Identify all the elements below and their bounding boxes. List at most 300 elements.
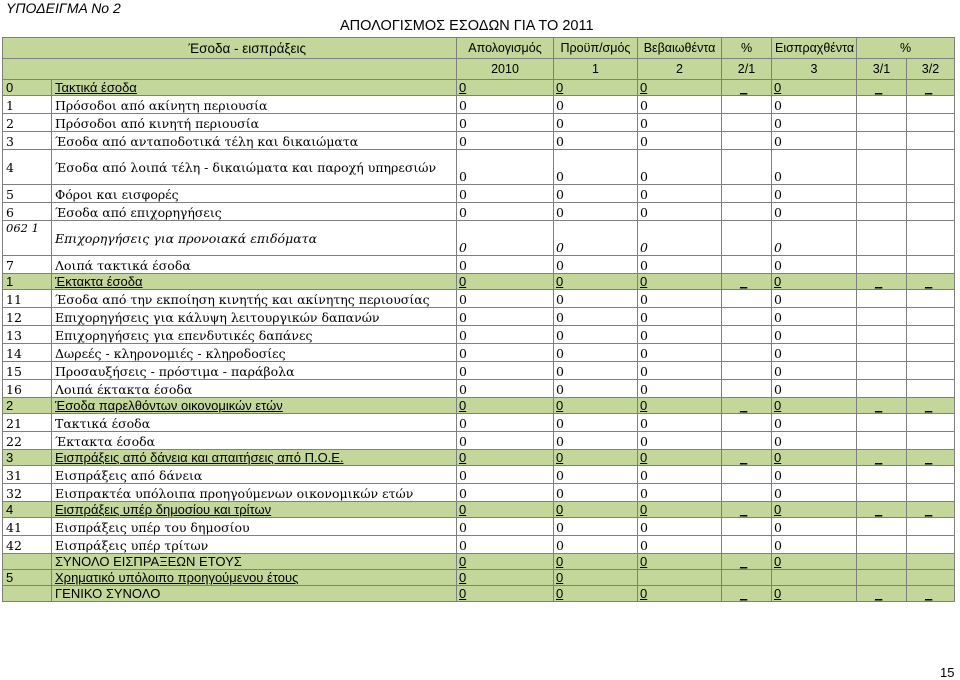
table-row: [3, 502, 955, 518]
value-certified: 0: [638, 362, 722, 380]
pct-2-1: [722, 326, 772, 344]
value-certified: 0: [638, 344, 722, 362]
value-collected: 0: [772, 432, 857, 450]
value-certified: 0: [638, 432, 722, 450]
value-budget: 0: [554, 450, 638, 466]
row-label: Τακτικά έσοδα: [52, 414, 457, 432]
row-code: 5: [3, 570, 52, 586]
value-certified: 0: [638, 518, 722, 536]
row-label: Τακτικά έσοδα: [52, 80, 457, 96]
pct-3-2: [907, 132, 955, 150]
pct-3-2: _: [907, 502, 955, 518]
pct-2-1: [722, 221, 772, 256]
value-budget: 0: [554, 326, 638, 344]
pct-3-2: [907, 96, 955, 114]
pct-3-2: [907, 150, 955, 185]
row-code: 7: [3, 256, 52, 274]
row-label: Εισπράξεις υπέρ τρίτων: [52, 536, 457, 554]
value-collected: 0: [772, 414, 857, 432]
pct-2-1: _: [722, 554, 772, 570]
value-budget: 0: [554, 256, 638, 274]
row-label: Έσοδα από την εκποίηση κινητής και ακίνητης περιουσίας: [52, 290, 457, 308]
table-row: [3, 96, 955, 114]
header-certified: Βεβαιωθέντα: [638, 38, 722, 59]
pct-3-2: [907, 362, 955, 380]
table-row: [3, 203, 955, 221]
value-actual: 0: [457, 203, 554, 221]
table-row: [3, 466, 955, 484]
row-label: Έσοδα παρελθόντων οικονομικών ετών: [52, 398, 457, 414]
revenue-table: [2, 37, 955, 602]
pct-3-1: [857, 114, 907, 132]
pct-3-1: [857, 554, 907, 570]
table-row: [3, 398, 955, 414]
value-certified: 0: [638, 380, 722, 398]
pct-3-2: [907, 221, 955, 256]
pct-2-1: _: [722, 450, 772, 466]
table-row: [3, 432, 955, 450]
value-actual: 0: [457, 536, 554, 554]
row-code: 31: [3, 466, 52, 484]
row-label: Έσοδα από ανταποδοτικά τέλη και δικαιώματα: [52, 132, 457, 150]
value-certified: 0: [638, 398, 722, 414]
row-label: Πρόσοδοι από ακίνητη περιουσία: [52, 96, 457, 114]
pct-3-1: [857, 380, 907, 398]
row-label: Εισπράξεις υπέρ δημοσίου και τρίτων: [52, 502, 457, 518]
pct-3-2: [907, 203, 955, 221]
value-certified: 0: [638, 96, 722, 114]
row-code: 1: [3, 274, 52, 290]
value-budget: 0: [554, 132, 638, 150]
pct-2-1: [722, 203, 772, 221]
table-row: [3, 80, 955, 96]
value-actual: 0: [457, 380, 554, 398]
value-actual: 0: [457, 344, 554, 362]
table-row: [3, 414, 955, 432]
table-row: [3, 518, 955, 536]
header-row-numbers: [3, 59, 955, 80]
pct-3-1: [857, 132, 907, 150]
pct-3-2: _: [907, 274, 955, 290]
value-actual: 0: [457, 326, 554, 344]
pct-3-1: _: [857, 80, 907, 96]
value-budget: 0: [554, 586, 638, 602]
header-row-labels: [3, 38, 955, 59]
value-collected: 0: [772, 326, 857, 344]
table-row: [3, 326, 955, 344]
pct-3-2: [907, 570, 955, 586]
value-certified: 0: [638, 450, 722, 466]
row-label: Λοιπά έκτακτα έσοδα: [52, 380, 457, 398]
value-budget: 0: [554, 96, 638, 114]
pct-2-1: [722, 536, 772, 554]
row-code: 13: [3, 326, 52, 344]
value-budget: 0: [554, 414, 638, 432]
pct-3-2: [907, 326, 955, 344]
value-actual: 0: [457, 308, 554, 326]
pct-3-1: [857, 518, 907, 536]
value-actual: 0: [457, 185, 554, 203]
pct-2-1: [722, 96, 772, 114]
value-budget: 0: [554, 80, 638, 96]
pct-2-1: [722, 570, 772, 586]
pct-2-1: [722, 185, 772, 203]
row-code: 2: [3, 114, 52, 132]
value-budget: 0: [554, 570, 638, 586]
value-certified: 0: [638, 554, 722, 570]
row-code: 22: [3, 432, 52, 450]
pct-2-1: [722, 256, 772, 274]
table-row: [3, 344, 955, 362]
value-collected: 0: [772, 466, 857, 484]
value-collected: 0: [772, 96, 857, 114]
table-row: [3, 536, 955, 554]
header-actual: Απολογισμός: [457, 38, 554, 59]
row-code: 12: [3, 308, 52, 326]
value-budget: 0: [554, 484, 638, 502]
value-certified: [638, 570, 722, 586]
value-collected: 0: [772, 518, 857, 536]
value-certified: 0: [638, 326, 722, 344]
pct-3-1: [857, 326, 907, 344]
value-actual: 0: [457, 554, 554, 570]
row-code: 2: [3, 398, 52, 414]
value-collected: 0: [772, 80, 857, 96]
value-budget: 0: [554, 203, 638, 221]
value-collected: 0: [772, 290, 857, 308]
row-label: Φόροι και εισφορές: [52, 185, 457, 203]
value-collected: 0: [772, 150, 857, 185]
table-row: [3, 114, 955, 132]
pct-2-1: [722, 132, 772, 150]
pct-2-1: [722, 484, 772, 502]
row-code: 32: [3, 484, 52, 502]
value-certified: 0: [638, 150, 722, 185]
pct-2-1: _: [722, 80, 772, 96]
pct-3-1: [857, 466, 907, 484]
pct-3-1: [857, 290, 907, 308]
value-certified: 0: [638, 203, 722, 221]
pct-3-1: _: [857, 586, 907, 602]
value-budget: 0: [554, 221, 638, 256]
value-collected: 0: [772, 114, 857, 132]
row-code: 4: [3, 150, 52, 185]
pct-3-1: _: [857, 274, 907, 290]
value-actual: 0: [457, 274, 554, 290]
value-budget: 0: [554, 380, 638, 398]
value-certified: 0: [638, 308, 722, 326]
pct-2-1: _: [722, 586, 772, 602]
value-budget: 0: [554, 502, 638, 518]
table-row: [3, 150, 955, 185]
value-collected: 0: [772, 380, 857, 398]
pct-3-1: _: [857, 502, 907, 518]
value-actual: 0: [457, 502, 554, 518]
header-budget: Προϋπ/σμός: [554, 38, 638, 59]
value-budget: 0: [554, 185, 638, 203]
value-certified: 0: [638, 484, 722, 502]
value-collected: 0: [772, 344, 857, 362]
pct-2-1: [722, 414, 772, 432]
value-actual: 0: [457, 96, 554, 114]
row-label: ΓΕΝΙΚΟ ΣΥΝΟΛΟ: [52, 586, 457, 602]
row-label: Εισπρακτέα υπόλοιπα προηγούμενων οικονομικών ετών: [52, 484, 457, 502]
value-actual: 0: [457, 132, 554, 150]
row-code: 4: [3, 502, 52, 518]
pct-3-1: [857, 221, 907, 256]
row-code: 3: [3, 132, 52, 150]
pct-3-2: [907, 518, 955, 536]
value-budget: 0: [554, 398, 638, 414]
value-budget: 0: [554, 536, 638, 554]
value-collected: 0: [772, 554, 857, 570]
value-actual: 0: [457, 114, 554, 132]
value-collected: 0: [772, 274, 857, 290]
value-collected: 0: [772, 132, 857, 150]
value-actual: 0: [457, 256, 554, 274]
value-actual: 0: [457, 586, 554, 602]
value-actual: 0: [457, 150, 554, 185]
value-certified: 0: [638, 221, 722, 256]
value-collected: [772, 570, 857, 586]
pct-3-2: [907, 554, 955, 570]
row-code: 11: [3, 290, 52, 308]
value-collected: 0: [772, 502, 857, 518]
header-pct-2: %: [857, 38, 955, 59]
row-label: Επιχορηγήσεις για κάλυψη λειτουργικών δαπανών: [52, 308, 457, 326]
pct-3-1: [857, 185, 907, 203]
value-collected: 0: [772, 398, 857, 414]
value-certified: 0: [638, 274, 722, 290]
pct-2-1: [722, 344, 772, 362]
value-collected: 0: [772, 256, 857, 274]
pct-3-1: [857, 432, 907, 450]
value-budget: 0: [554, 362, 638, 380]
pct-3-1: _: [857, 450, 907, 466]
pct-3-2: [907, 344, 955, 362]
pct-2-1: [722, 150, 772, 185]
pct-3-1: [857, 536, 907, 554]
pct-3-2: _: [907, 398, 955, 414]
value-certified: 0: [638, 414, 722, 432]
header-col-1: 1: [554, 59, 638, 80]
row-code: 6: [3, 203, 52, 221]
row-code: [3, 554, 52, 570]
pct-3-1: [857, 308, 907, 326]
header-blank: [3, 59, 457, 80]
pct-3-1: [857, 414, 907, 432]
row-code: 14: [3, 344, 52, 362]
pct-3-1: _: [857, 398, 907, 414]
value-actual: 0: [457, 450, 554, 466]
pct-2-1: [722, 432, 772, 450]
pct-2-1: [722, 114, 772, 132]
value-collected: 0: [772, 484, 857, 502]
value-certified: 0: [638, 80, 722, 96]
row-code: 41: [3, 518, 52, 536]
pct-2-1: [722, 518, 772, 536]
header-ratio-2-1: 2/1: [722, 59, 772, 80]
row-code: [3, 586, 52, 602]
pct-2-1: [722, 290, 772, 308]
value-certified: 0: [638, 185, 722, 203]
row-label: Έκτακτα έσοδα: [52, 274, 457, 290]
value-budget: 0: [554, 344, 638, 362]
value-actual: 0: [457, 290, 554, 308]
pct-3-2: [907, 432, 955, 450]
header-ratio-3-1: 3/1: [857, 59, 907, 80]
value-actual: 0: [457, 518, 554, 536]
example-title: ΥΠΟΔΕΙΓΜΑ Νο 2: [6, 0, 121, 16]
row-code: 062 1: [3, 221, 52, 256]
value-collected: 0: [772, 362, 857, 380]
row-code: 0: [3, 80, 52, 96]
value-actual: 0: [457, 398, 554, 414]
value-certified: 0: [638, 132, 722, 150]
value-actual: 0: [457, 414, 554, 432]
value-collected: 0: [772, 221, 857, 256]
row-code: 42: [3, 536, 52, 554]
header-col-2: 2: [638, 59, 722, 80]
row-label: Έσοδα από επιχορηγήσεις: [52, 203, 457, 221]
row-code: 15: [3, 362, 52, 380]
value-actual: 0: [457, 484, 554, 502]
table-row: [3, 362, 955, 380]
pct-3-1: [857, 150, 907, 185]
table-row: [3, 586, 955, 602]
pct-3-2: [907, 114, 955, 132]
row-label: Εισπράξεις υπέρ του δημοσίου: [52, 518, 457, 536]
row-label: Λοιπά τακτικά έσοδα: [52, 256, 457, 274]
table-row: [3, 185, 955, 203]
value-collected: 0: [772, 450, 857, 466]
pct-3-1: [857, 570, 907, 586]
header-collected: Εισπραχθέντα: [772, 38, 857, 59]
table-row: [3, 484, 955, 502]
header-col-3: 3: [772, 59, 857, 80]
value-actual: 0: [457, 570, 554, 586]
pct-2-1: _: [722, 502, 772, 518]
value-actual: 0: [457, 362, 554, 380]
pct-2-1: [722, 466, 772, 484]
value-budget: 0: [554, 518, 638, 536]
table-row: [3, 132, 955, 150]
row-label: Έσοδα από λοιπά τέλη - δικαιώματα και παροχή υπηρεσιών: [52, 150, 457, 185]
pct-3-2: [907, 185, 955, 203]
row-label: Χρηματικό υπόλοιπο προηγούμενου έτους: [52, 570, 457, 586]
pct-3-2: [907, 484, 955, 502]
row-label: Πρόσοδοι από κινητή περιουσία: [52, 114, 457, 132]
pct-3-2: [907, 466, 955, 484]
pct-3-2: _: [907, 450, 955, 466]
table-row: [3, 380, 955, 398]
value-collected: 0: [772, 586, 857, 602]
pct-3-2: [907, 308, 955, 326]
value-actual: 0: [457, 80, 554, 96]
page-number: 15: [940, 665, 955, 680]
row-label: Εισπράξεις από δάνεια: [52, 466, 457, 484]
row-label: Έκτακτα έσοδα: [52, 432, 457, 450]
value-budget: 0: [554, 150, 638, 185]
value-budget: 0: [554, 114, 638, 132]
pct-3-2: [907, 414, 955, 432]
table-row: [3, 570, 955, 586]
row-code: 21: [3, 414, 52, 432]
table-row: [3, 554, 955, 570]
value-certified: 0: [638, 536, 722, 554]
pct-2-1: _: [722, 274, 772, 290]
table-row: [3, 256, 955, 274]
pct-3-2: [907, 536, 955, 554]
value-certified: 0: [638, 114, 722, 132]
value-actual: 0: [457, 432, 554, 450]
value-collected: 0: [772, 203, 857, 221]
row-label: ΣΥΝΟΛΟ ΕΙΣΠΡΑΞΕΩΝ ΕΤΟΥΣ: [52, 554, 457, 570]
row-code: 5: [3, 185, 52, 203]
header-pct-1: %: [722, 38, 772, 59]
value-budget: 0: [554, 466, 638, 484]
value-budget: 0: [554, 290, 638, 308]
table-row: [3, 308, 955, 326]
value-certified: 0: [638, 466, 722, 484]
table-row: [3, 450, 955, 466]
value-actual: 0: [457, 221, 554, 256]
pct-3-1: [857, 344, 907, 362]
value-certified: 0: [638, 256, 722, 274]
table-row: [3, 221, 955, 256]
value-collected: 0: [772, 536, 857, 554]
pct-3-2: [907, 256, 955, 274]
table-row: [3, 290, 955, 308]
pct-3-2: [907, 290, 955, 308]
pct-3-2: _: [907, 80, 955, 96]
value-actual: 0: [457, 466, 554, 484]
header-year: 2010: [457, 59, 554, 80]
pct-2-1: [722, 308, 772, 326]
pct-3-1: [857, 96, 907, 114]
row-label: Επιχορηγήσεις για προνοιακά επιδόματα: [52, 221, 457, 256]
row-code: 3: [3, 450, 52, 466]
pct-3-1: [857, 484, 907, 502]
row-label: Επιχορηγήσεις για επενδυτικές δαπάνες: [52, 326, 457, 344]
value-certified: 0: [638, 502, 722, 518]
pct-2-1: [722, 362, 772, 380]
row-label: Εισπράξεις από δάνεια και απαιτήσεις από Π.Ο.Ε.: [52, 450, 457, 466]
value-collected: 0: [772, 185, 857, 203]
pct-2-1: [722, 380, 772, 398]
value-budget: 0: [554, 554, 638, 570]
pct-3-2: [907, 380, 955, 398]
value-certified: 0: [638, 586, 722, 602]
value-budget: 0: [554, 432, 638, 450]
value-budget: 0: [554, 274, 638, 290]
pct-3-1: [857, 362, 907, 380]
row-label: Προσαυξήσεις - πρόστιμα - παράβολα: [52, 362, 457, 380]
document-title: ΑΠΟΛΟΓΙΣΜΟΣ ΕΣΟΔΩΝ ΓΙΑ ΤΟ 2011: [340, 18, 594, 34]
pct-2-1: _: [722, 398, 772, 414]
value-collected: 0: [772, 308, 857, 326]
header-ratio-3-2: 3/2: [907, 59, 955, 80]
pct-3-1: [857, 256, 907, 274]
header-description: Έσοδα - εισπράξεις: [3, 38, 457, 59]
row-code: 16: [3, 380, 52, 398]
value-certified: 0: [638, 290, 722, 308]
row-label: Δωρεές - κληρονομιές - κληροδοσίες: [52, 344, 457, 362]
pct-3-1: [857, 203, 907, 221]
pct-3-2: _: [907, 586, 955, 602]
table-row: [3, 274, 955, 290]
row-code: 1: [3, 96, 52, 114]
